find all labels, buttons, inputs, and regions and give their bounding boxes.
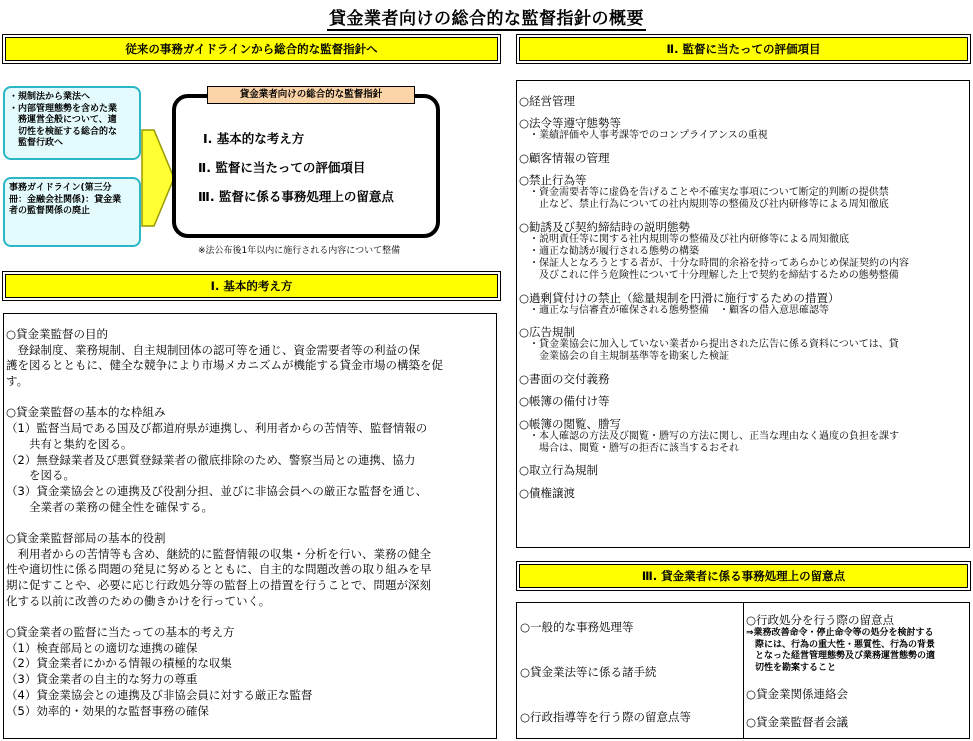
section-1-line: 護を図るとともに、健全な競争により市場メカニズムが機能する貸金市場の構築を促 <box>6 358 443 373</box>
section-1-line: 登録制度、業務規制、自主規制団体の認可等を通じ、資金需要者等の利益の保 <box>6 342 420 357</box>
sec3-item-liaison: ○貸金業関係連絡会 <box>746 687 849 701</box>
sec3-admin-disposal-note <box>746 628 935 674</box>
cyan-note-line: 冊：金融会社関係)：貸金業 <box>9 194 122 205</box>
section-2-line: ・業績評価や人事考課等でのコンプライアンスの重視 <box>519 130 768 142</box>
section-2-line: ○勧誘及び契約締結時の説明態勢 <box>519 219 691 234</box>
sec3-item-general: ○一般的な事務処理等 <box>520 620 634 634</box>
section-2-header: Ⅱ. 監督に当たっての評価項目 <box>519 37 968 61</box>
section-1-line <box>6 609 496 625</box>
section-2-line: ○書面の交付義務 <box>519 371 610 386</box>
section-2-line: ・本人確認の方法及び閲覧・謄写の方法に関し、正当な理由なく過度の負担を課す <box>519 430 899 442</box>
section-2-line: ・資金需要者等に虚偽を告げることや不確実な事項について断定的判断の提供禁 <box>519 187 889 199</box>
section-1-line: （2）無登録業者及び悪質登録業者の徹底排除のため、警察当局との連携、協力 <box>6 452 416 467</box>
section-1-line: （5）効率的・効果的な監督事務の確保 <box>6 703 209 718</box>
section-2-line: ○債権譲渡 <box>519 485 576 500</box>
enforcement-note: ※法公布後1年以内に施行される内容について整備 <box>198 246 401 256</box>
section-2-line: ○帳簿の備付け等 <box>519 394 610 409</box>
section-2-line: ・保証人となろうとする者が、十分な時間的余裕を持ってあらかじめ保証契約の内容 <box>519 258 909 270</box>
section-2-line: 場合は、閲覧・謄写の拒否に該当するおそれ <box>519 442 739 454</box>
section-3-header: Ⅲ. 貸金業者に係る事務処理上の留意点 <box>519 564 968 588</box>
section-1-line: ○貸金業監督の目的 <box>6 327 109 341</box>
section-1-line: 化する以前に改善のための働きかけを行っていく。 <box>6 593 271 608</box>
section-1-line: 全業者の業務の健全性を確保する。 <box>6 499 213 514</box>
section-2-line <box>519 283 969 291</box>
sec3-note-line: 切性を勘案すること <box>746 662 837 673</box>
section-1-line: 性や適切性に係る問題の発見に努めるとともに、自主的な問題改善の取り組みを早 <box>6 562 432 577</box>
section-2-line: ○顧客情報の管理 <box>519 150 610 165</box>
cyan-note-line: 事務ガイドライン(第三分 <box>9 183 112 193</box>
section-2-line: ・説明責任等に関する社内規則等の整備及び社内研修等による周知徹底 <box>519 233 849 245</box>
section-1-line: を図る。 <box>6 468 75 483</box>
section-2-line: 金業協会の自主規制基準等を勘案した検証 <box>519 351 729 363</box>
section-2-line <box>519 477 969 485</box>
section-2-line: ○帳簿の閲覧、謄写 <box>519 416 622 431</box>
section-2-line <box>519 317 969 325</box>
section-2-line: 止など、禁止行為についての社内規則等の整備及び社内研修等による周知徹底 <box>519 199 889 211</box>
section-1-line <box>6 515 496 531</box>
sec3-admin-disposal-title: ○行政処分を行う際の留意点 <box>746 613 895 627</box>
section-1-line <box>6 390 496 406</box>
sec3-note-line: ⇒業務改善命令・停止命令等の処分を検討する <box>746 628 934 638</box>
sec3-note-line: 際には、行為の重大性・悪質性、行為の背景 <box>746 639 936 650</box>
cyan-note-abolition <box>3 177 141 247</box>
section-2-line <box>519 455 969 463</box>
cyan-note-line: 監督行政へ <box>9 138 64 148</box>
section-2-line <box>519 408 969 416</box>
guideline-item-3: Ⅲ. 監督に係る事務処理上の留意点 <box>198 189 394 204</box>
section-2-line <box>519 165 969 173</box>
section-2-line: ○過剰貸付けの禁止（総量規制を円滑に施行するための措置） <box>519 290 840 305</box>
section-2-line: ○禁止行為等 <box>519 173 587 188</box>
section-1-text <box>6 327 496 719</box>
section-1-line: 利用者からの苦情等も含め、継続的に監督情報の収集・分析を行い、業務の健全 <box>6 546 432 561</box>
section-1-header: Ⅰ. 基本的考え方 <box>5 274 498 298</box>
cyan-note-line: ・規制法から業法へ <box>9 92 91 102</box>
section-1-line: （1）検査部局との適切な連携の確保 <box>6 640 198 655</box>
section-2-line <box>519 108 969 116</box>
section-1-line: （2）貸金業者にかかる情報の積極的な収集 <box>6 656 232 671</box>
section-2-line <box>519 386 969 394</box>
transition-arrow-icon <box>140 126 176 230</box>
section-2-line: ○法令等遵守態勢等 <box>519 116 622 131</box>
section-2-line <box>519 142 969 150</box>
guideline-item-2: Ⅱ. 監督に当たっての評価項目 <box>198 160 366 175</box>
section-2-line: ・適正な勧誘が履行される態勢の構築 <box>519 245 699 257</box>
section-2-line: 及びこれに伴う危険性について十分理解した上で契約を締結するための態勢整備 <box>519 270 899 282</box>
sec3-item-procedures: ○貸金業法等に係る諸手続 <box>520 665 657 679</box>
section-2-line: ○取立行為規制 <box>519 463 599 478</box>
section-2-line <box>519 364 969 372</box>
cyan-note-regulation <box>3 86 141 160</box>
guideline-item-1: Ⅰ. 基本的な考え方 <box>203 131 305 146</box>
section-1-line: （1）監督当局である国及び都道府県が連携し、利用者からの苦情等、監督情報の <box>6 421 428 436</box>
sec3-item-supervisor-meeting: ○貸金業監督者会議 <box>746 715 849 729</box>
section-1-line: （3）貸金業協会との連携及び役割分担、並びに非協会員への厳正な監督を通じ、 <box>6 483 428 498</box>
section-1-line: （4）貸金業協会との連携及び非協会員に対する厳正な監督 <box>6 687 313 702</box>
section-2-line: ○広告規制 <box>519 325 576 340</box>
cyan-note-line: 者の監督関係の廃止 <box>9 206 91 216</box>
guideline-transition-header: 従来の事務ガイドラインから総合的な監督指針へ <box>5 37 498 61</box>
cyan-note-line: 務運営全般について、適 <box>9 115 117 125</box>
section-1-line: 共有と集約を図る。 <box>6 436 133 451</box>
sec3-note-line: となった経営管理態勢及び業務運営態勢の適 <box>746 651 936 661</box>
section-2-line: ○経営管理 <box>519 94 576 108</box>
page-title: 貸金業者向けの総合的な監督指針の概要 <box>329 9 644 29</box>
section-1-line: す。 <box>6 374 29 389</box>
sec3-item-guidance: ○行政指導等を行う際の留意点等 <box>520 710 692 724</box>
cyan-note-line: ・内部管理態勢を含めた業 <box>9 103 118 114</box>
cyan-note-line: 切性を検証する総合的な <box>9 126 118 137</box>
section-1-line: ○貸金業者の監督に当たっての基本的考え方 <box>6 625 235 640</box>
guideline-label: 貸金業者向けの総合的な監督指針 <box>207 86 415 104</box>
section-1-line: 期に促すことや、必要に応じ行政処分等の監督上の措置を行うことで、問題が深刻 <box>6 578 432 592</box>
section-2-text <box>519 94 969 500</box>
section-1-line: （3）貸金業者の自主的な努力の尊重 <box>6 672 198 687</box>
section-2-line: ・貸金業協会に加入していない業者から提出された広告に係る資料については、貸 <box>519 339 899 351</box>
section-1-line: ○貸金業監督部局の基本的役割 <box>6 530 166 545</box>
section-2-line: ・適正な与信審査が確保される態勢整備 ・顧客の借入意思確認等 <box>519 304 829 316</box>
section-1-line: ○貸金業監督の基本的な枠組み <box>6 405 166 420</box>
section-2-line <box>519 211 969 219</box>
